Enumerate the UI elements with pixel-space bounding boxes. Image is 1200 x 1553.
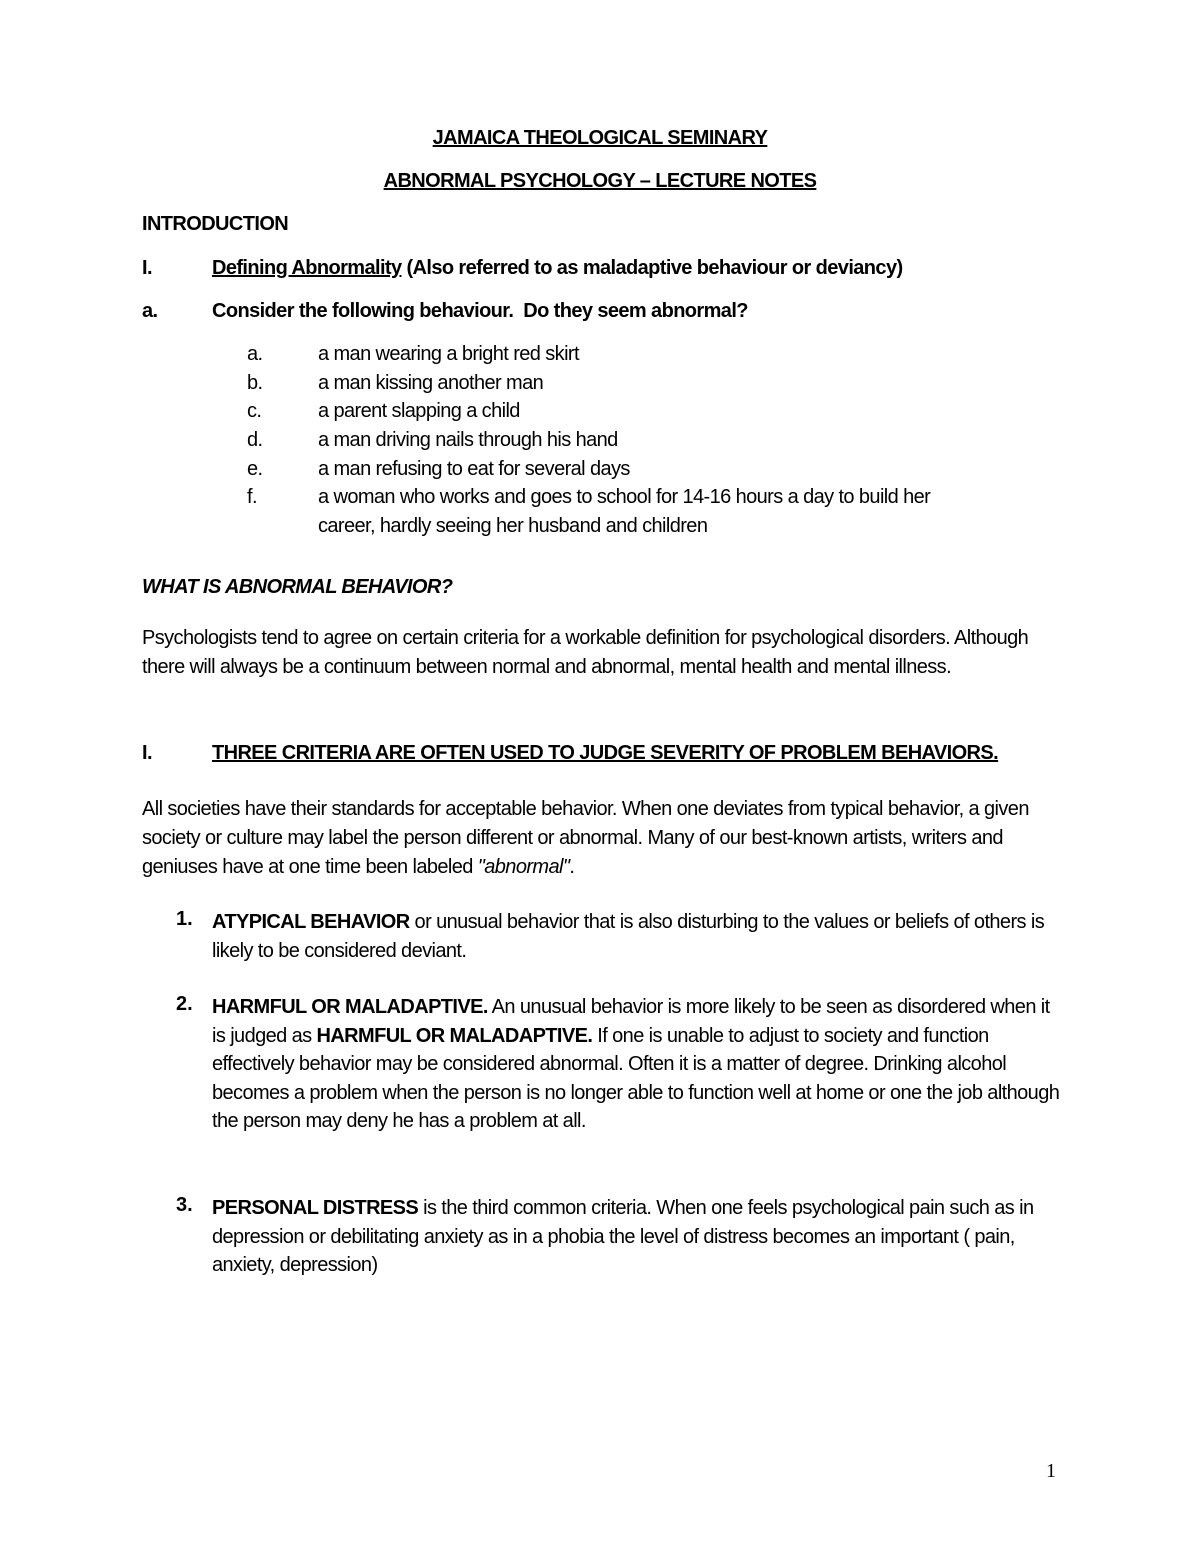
criteria-intro-text: All societies have their standards for acceptable behavior. When one deviates from typical behavior, a given society or culture may label the person different or abnormal. Many of our best-known artists, writers and geniuses have at one time been labeled [142, 798, 1029, 878]
introduction-heading: INTRODUCTION [142, 213, 289, 235]
criterion-item [212, 993, 1062, 1136]
question-marker: a. [142, 300, 158, 322]
section-marker: I. [142, 742, 152, 764]
criterion-text: is the third common criteria. When one feels psychological pain such as in depression or debilitating anxiety as in a phobia the level of distress becomes an important ( pain, anxiety, depression) [212, 1197, 1034, 1276]
list-item: a man wearing a bright red skirt [318, 343, 579, 365]
list-marker: e. [247, 458, 263, 480]
section-subtitle: (Also referred to as maladaptive behaviour or deviancy) [406, 257, 903, 279]
criterion-number: 2. [176, 993, 193, 1015]
section-heading [212, 254, 903, 283]
course-title: ABNORMAL PSYCHOLOGY – LECTURE NOTES [383, 170, 817, 192]
list-marker: a. [247, 343, 263, 365]
criterion-text: or unusual behavior that is also disturbing to the values or beliefs of others is likely to be considered deviant. [212, 911, 1045, 962]
criteria-intro-end: . [569, 856, 575, 878]
list-item: a man refusing to eat for several days [318, 458, 630, 480]
section-term: Defining Abnormality [212, 257, 402, 279]
abnormal-quote: "abnormal" [477, 856, 570, 878]
criterion-number: 3. [176, 1194, 193, 1216]
criteria-heading: THREE CRITERIA ARE OFTEN USED TO JUDGE SEVERITY OF PROBLEM BEHAVIORS. [212, 742, 999, 764]
list-marker: b. [247, 372, 263, 394]
criterion-term-repeat: HARMFUL OR MALADAPTIVE. [316, 1024, 593, 1047]
list-item: a man driving nails through his hand [318, 429, 618, 451]
criterion-number: 1. [176, 908, 193, 930]
list-marker: d. [247, 429, 263, 451]
question-text: Consider the following behaviour. Do they seem abnormal? [212, 300, 748, 322]
page-number: 1 [1046, 1460, 1056, 1482]
list-item: a man kissing another man [318, 372, 544, 394]
criterion-text-continued: If one is unable to adjust to society and function effectively behavior may be considered abnormal. Often it is a matter of degree. Drinking alcohol becomes a problem when the person is no longer able to function well at home or one the job although the person may deny he has a problem at all. [212, 1024, 1060, 1132]
section-marker: I. [142, 257, 152, 279]
criteria-intro-paragraph [142, 795, 1057, 882]
subheading-what-is: WHAT IS ABNORMAL BEHAVIOR? [142, 576, 453, 598]
definition-paragraph: Psychologists tend to agree on certain criteria for a workable definition for psychological disorders. Although there will always be a continuum between normal and abnormal, mental health and mental illness. [142, 627, 1029, 678]
list-item: a woman who works and goes to school for 14-16 hours a day to build her [318, 486, 931, 508]
list-item-continuation: career, hardly seeing her husband and children [318, 515, 708, 537]
criterion-item [212, 908, 1062, 965]
criterion-term: PERSONAL DISTRESS [212, 1197, 419, 1219]
criterion-term: HARMFUL OR MALADAPTIVE. [212, 996, 488, 1018]
criterion-item [212, 1194, 1062, 1280]
criterion-text: An unusual behavior is more likely to be seen as disordered when it is judged as [212, 996, 1050, 1047]
criterion-term: ATYPICAL BEHAVIOR [212, 911, 410, 933]
list-marker: c. [247, 400, 262, 422]
list-item: a parent slapping a child [318, 400, 520, 422]
institution-title: JAMAICA THEOLOGICAL SEMINARY [432, 127, 768, 149]
list-marker: f. [247, 486, 257, 508]
